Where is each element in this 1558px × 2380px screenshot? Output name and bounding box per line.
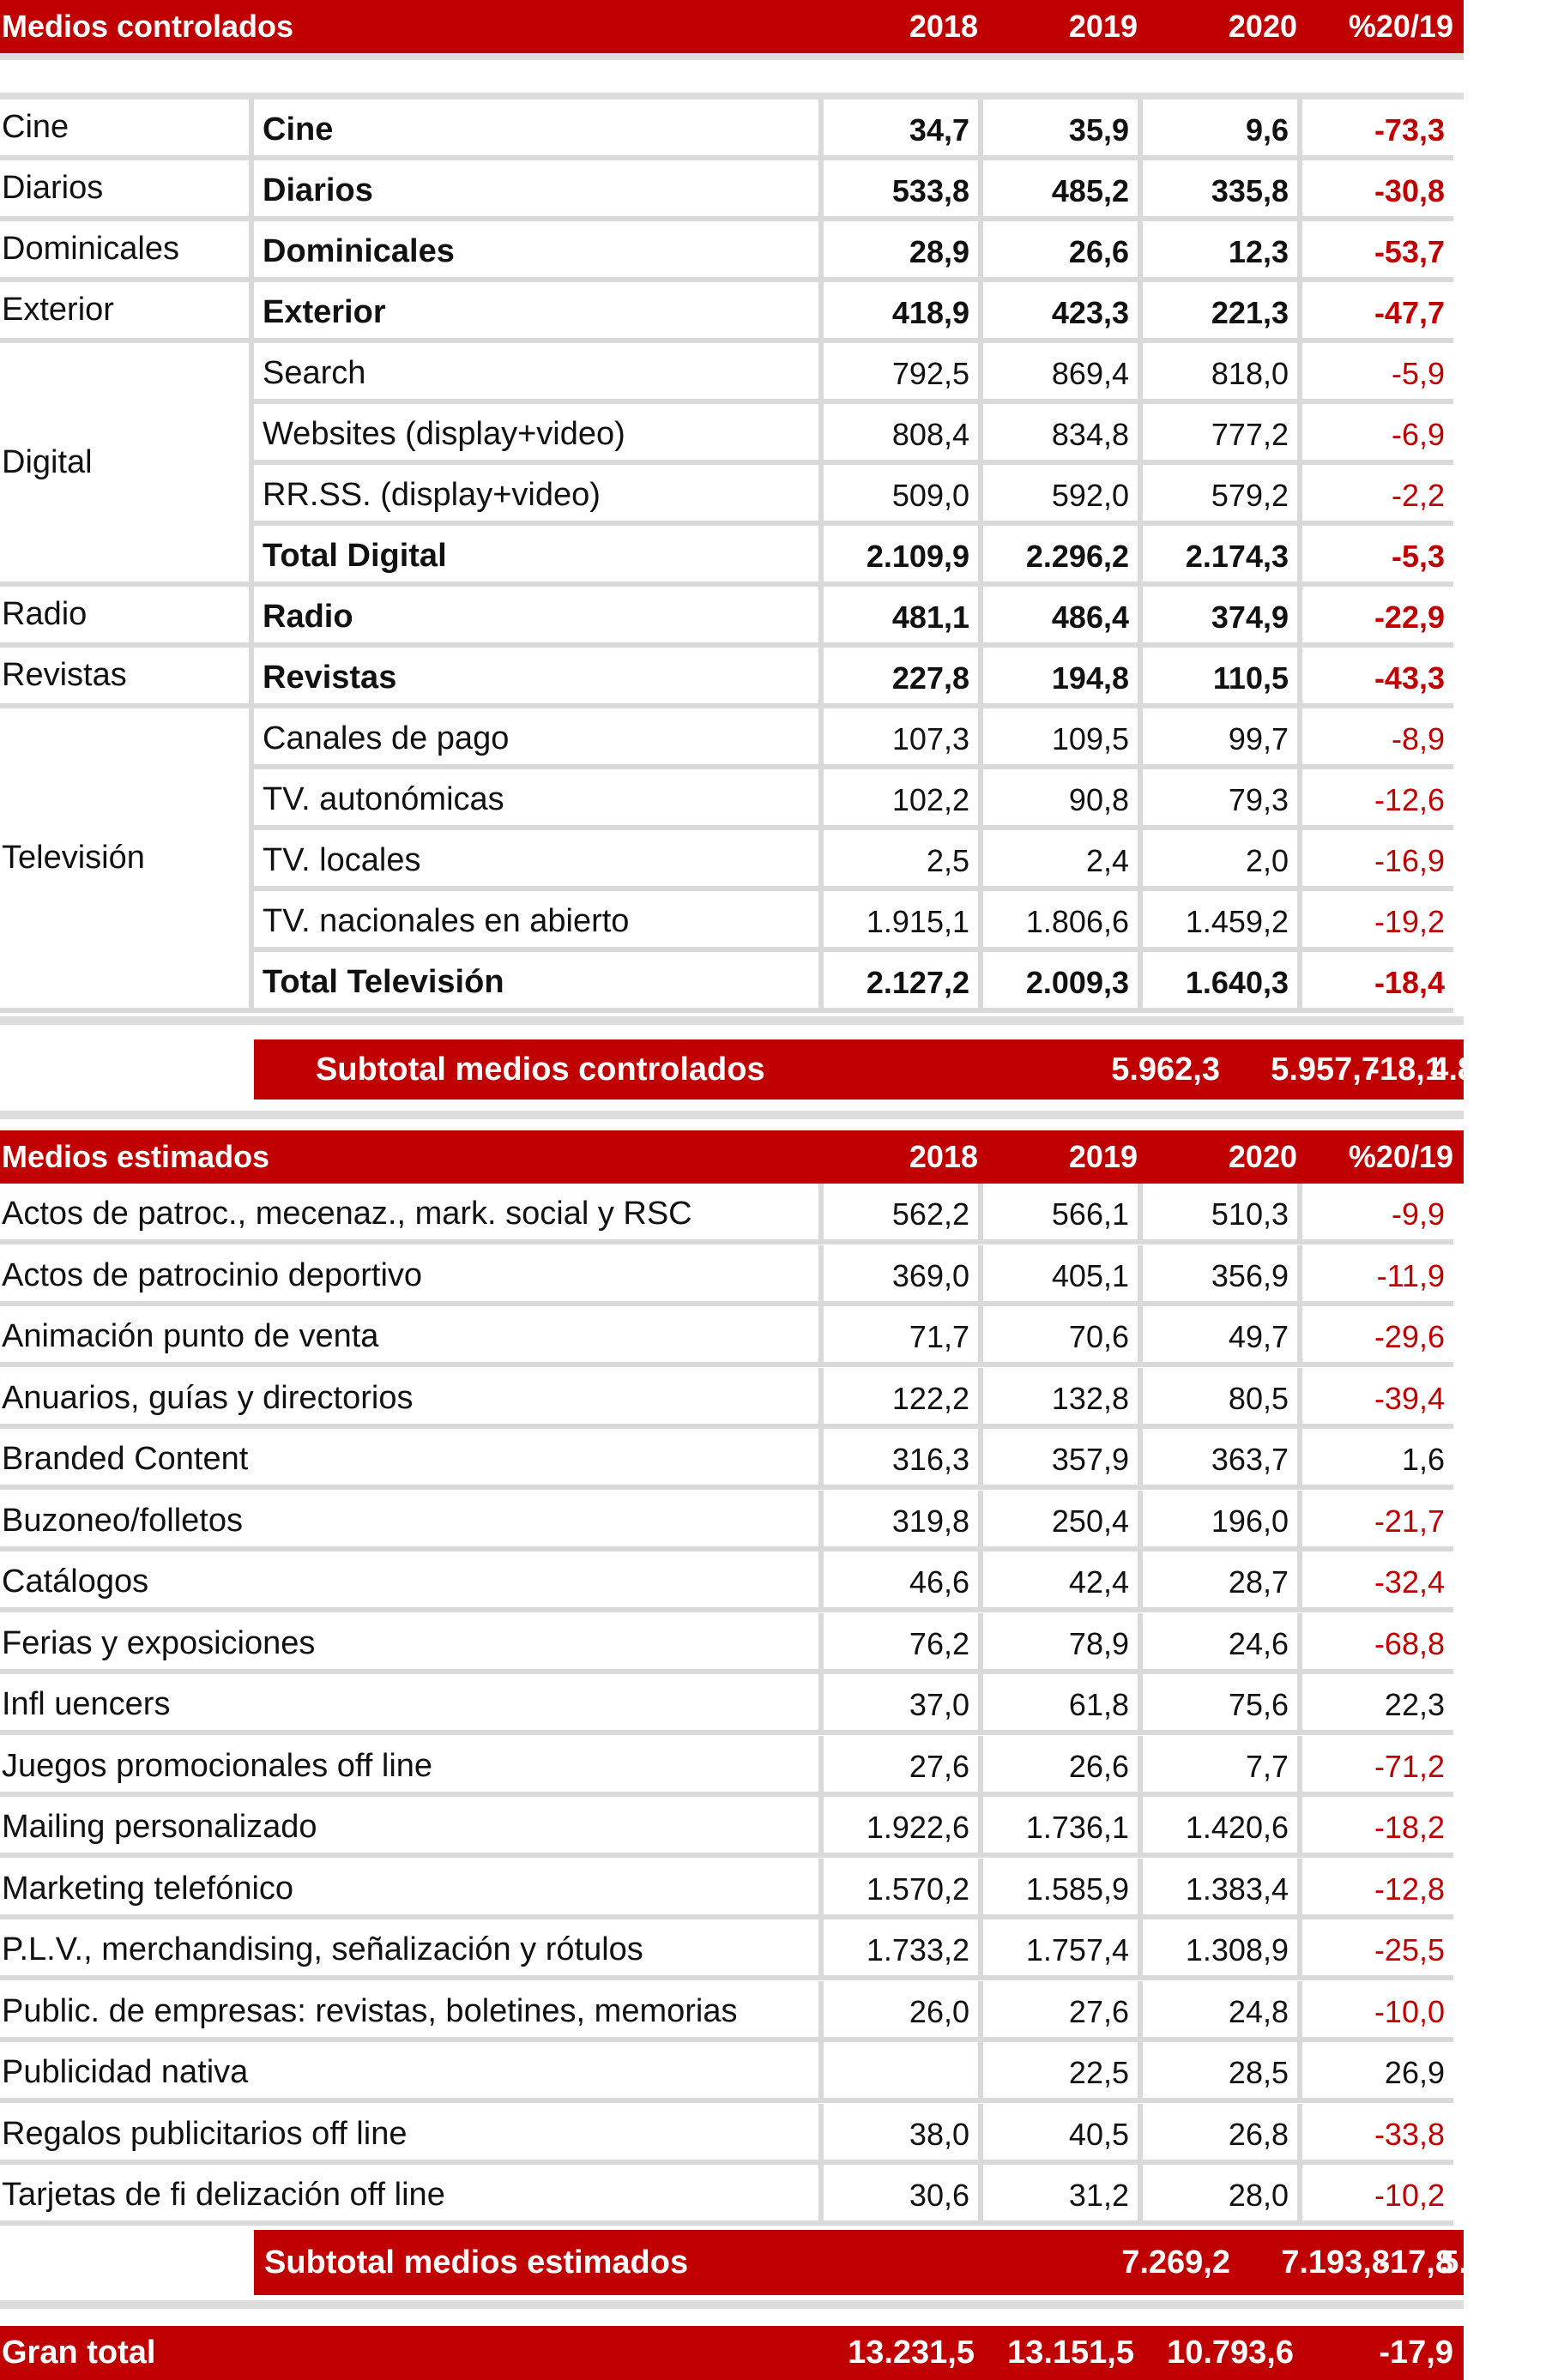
cell-pct: 22,3 [1302,1674,1453,1735]
row-label: Tarjetas de fi delización off line [0,2165,824,2226]
cell-v2019: 42,4 [983,1552,1143,1612]
cell-pct: -39,4 [1302,1368,1453,1429]
controlled-subtotal-2019: 5.957,7 [1271,1051,1380,1088]
cell-pct: -29,6 [1302,1306,1453,1367]
cell-pct: -6,9 [1302,404,1453,465]
cell-v2019: 61,8 [983,1674,1143,1735]
cell-v2018: 319,8 [824,1491,983,1552]
estimated-subtotal-2020: 5.914,7 [1440,2244,1549,2281]
row-label: Regalos publicitarios off line [0,2104,824,2165]
controlled-header-2020: 2020 [1228,9,1297,44]
cell-pct: -18,2 [1302,1797,1453,1858]
cell-pct: -32,4 [1302,1552,1453,1612]
group-label: Dominicales [0,221,254,282]
table-row [0,1184,1464,1244]
cell-pct: -5,9 [1302,343,1453,404]
cell-pct: -10,0 [1302,1981,1453,2042]
row-label: Exterior [254,282,824,343]
cell-v2020: 374,9 [1143,587,1302,648]
cell-v2018: 562,2 [824,1184,983,1244]
cell-v2019: 194,8 [983,648,1143,708]
table-row [0,952,1464,1013]
cell-pct: 26,9 [1302,2042,1453,2103]
cell-v2018 [824,2042,983,2103]
cell-v2018: 28,9 [824,221,983,282]
cell-v2018: 122,2 [824,1368,983,1429]
cell-pct: 1,6 [1302,1429,1453,1490]
table-row [0,1613,1464,1674]
cell-v2020: 579,2 [1143,465,1302,526]
cell-v2020: 363,7 [1143,1429,1302,1490]
row-label: Catálogos [0,1552,824,1612]
row-label: RR.SS. (display+video) [254,465,824,526]
grand-total-2018: 13.231,5 [848,2335,975,2371]
cell-pct: -22,9 [1302,587,1453,648]
cell-pct: -33,8 [1302,2104,1453,2165]
cell-v2020: 1.420,6 [1143,1797,1302,1858]
table-row [0,648,1464,708]
cell-v2019: 250,4 [983,1491,1143,1552]
cell-v2020: 510,3 [1143,1184,1302,1244]
row-label: P.L.V., merchandising, señalización y rótulos [0,1919,824,1980]
grand-total-row [0,2326,1464,2380]
controlled-subtotal-label: Subtotal medios controlados [316,1051,765,1088]
table-row [0,404,1464,465]
table-row [0,465,1464,526]
cell-v2018: 509,0 [824,465,983,526]
row-label: Ferias y exposiciones [0,1613,824,1674]
table-row [0,1429,1464,1490]
cell-v2020: 26,8 [1143,2104,1302,2165]
row-label: TV. locales [254,830,824,891]
cell-pct: -2,2 [1302,465,1453,526]
row-label: Publicidad nativa [0,2042,824,2103]
row-label: Infl uencers [0,1674,824,1735]
cell-v2020: 818,0 [1143,343,1302,404]
table-row [0,1552,1464,1612]
table-row [0,1368,1464,1429]
cell-v2018: 34,7 [824,99,983,160]
cell-v2018: 481,1 [824,587,983,648]
cell-v2019: 566,1 [983,1184,1143,1244]
table-row [0,2042,1464,2103]
cell-v2020: 777,2 [1143,404,1302,465]
cell-v2018: 76,2 [824,1613,983,1674]
cell-v2020: 2,0 [1143,830,1302,891]
cell-v2020: 12,3 [1143,221,1302,282]
table-row [0,160,1464,221]
group-label: Cine [0,99,254,160]
cell-pct: -18,4 [1302,952,1453,1013]
estimated-subtotal-pct: -17,8 [1379,2244,1453,2281]
cell-v2018: 27,6 [824,1736,983,1797]
cell-v2018: 107,3 [824,708,983,769]
table-row [0,1859,1464,1919]
cell-v2019: 1.757,4 [983,1919,1143,1980]
cell-v2018: 1.922,6 [824,1797,983,1858]
table-row [0,1306,1464,1367]
cell-v2019: 26,6 [983,221,1143,282]
controlled-header-pct: %20/19 [1348,9,1453,44]
group-label: Exterior [0,282,254,343]
table-row [0,2104,1464,2165]
table-row [0,526,1464,587]
row-label: Cine [254,99,824,160]
cell-pct: -71,2 [1302,1736,1453,1797]
controlled-subtotal-2020: 4.878,9 [1430,1051,1539,1088]
cell-v2019: 1.585,9 [983,1859,1143,1919]
grand-total-2020: 10.793,6 [1167,2335,1294,2371]
cell-v2020: 7,7 [1143,1736,1302,1797]
cell-v2019: 405,1 [983,1245,1143,1306]
row-label: Buzoneo/folletos [0,1491,824,1552]
row-label: Actos de patrocinio deportivo [0,1245,824,1306]
estimated-subtotal-label: Subtotal medios estimados [264,2244,689,2281]
controlled-header-2019: 2019 [1068,9,1138,44]
row-label: Marketing telefónico [0,1859,824,1919]
table-row [0,99,1464,160]
grand-total-2019: 13.151,5 [1007,2335,1134,2371]
table-row [0,1797,1464,1858]
table-row [0,343,1464,404]
estimated-subtotal-2019: 7.193,8 [1281,2244,1390,2281]
row-label: Mailing personalizado [0,1797,824,1858]
table-row [0,1491,1464,1552]
table-row [0,1245,1464,1306]
estimated-header-2018: 2018 [909,1139,978,1174]
row-label: Public. de empresas: revistas, boletines, memorias [0,1981,824,2042]
row-label: Actos de patroc., mecenaz., mark. social y RSC [0,1184,824,1244]
group-label: Televisión [0,708,254,1013]
cell-v2020: 49,7 [1143,1306,1302,1367]
estimated-subtotal-2018: 7.269,2 [1121,2244,1230,2281]
cell-v2018: 808,4 [824,404,983,465]
cell-v2020: 75,6 [1143,1674,1302,1735]
cell-v2018: 46,6 [824,1552,983,1612]
cell-v2019: 26,6 [983,1736,1143,1797]
cell-v2020: 1.383,4 [1143,1859,1302,1919]
group-label: Digital [0,343,254,587]
cell-v2020: 196,0 [1143,1491,1302,1552]
group-label: Radio [0,587,254,648]
cell-v2018: 533,8 [824,160,983,221]
cell-v2019: 1.736,1 [983,1797,1143,1858]
spacer [0,93,1464,99]
cell-v2018: 316,3 [824,1429,983,1490]
spacer [0,1111,1464,1119]
table-row [0,1919,1464,1980]
cell-v2018: 2.109,9 [824,526,983,587]
cell-pct: -12,6 [1302,769,1453,830]
spacer [0,53,1464,60]
cell-v2020: 28,7 [1143,1552,1302,1612]
cell-pct: -68,8 [1302,1613,1453,1674]
row-label: Search [254,343,824,404]
cell-pct: -47,7 [1302,282,1453,343]
cell-v2019: 132,8 [983,1368,1143,1429]
cell-v2019: 78,9 [983,1613,1143,1674]
cell-v2019: 834,8 [983,404,1143,465]
table-row [0,1981,1464,2042]
group-label: Revistas [0,648,254,708]
cell-v2018: 369,0 [824,1245,983,1306]
cell-v2020: 79,3 [1143,769,1302,830]
cell-v2020: 335,8 [1143,160,1302,221]
row-label: Canales de pago [254,708,824,769]
cell-v2019: 70,6 [983,1306,1143,1367]
cell-v2020: 1.459,2 [1143,891,1302,952]
table-row [0,221,1464,282]
cell-v2019: 486,4 [983,587,1143,648]
cell-pct: -43,3 [1302,648,1453,708]
cell-v2018: 1.915,1 [824,891,983,952]
cell-v2020: 28,0 [1143,2165,1302,2226]
cell-v2020: 99,7 [1143,708,1302,769]
cell-v2019: 35,9 [983,99,1143,160]
cell-v2020: 24,8 [1143,1981,1302,2042]
controlled-header-2018: 2018 [909,9,978,44]
cell-v2018: 418,9 [824,282,983,343]
controlled-subtotal-2018: 5.962,3 [1111,1051,1220,1088]
row-label: Total Digital [254,526,824,587]
cell-pct: -9,9 [1302,1184,1453,1244]
row-label: Anuarios, guías y directorios [0,1368,824,1429]
cell-pct: -11,9 [1302,1245,1453,1306]
controlled-media-header [0,0,1464,53]
cell-pct: -30,8 [1302,160,1453,221]
cell-v2019: 22,5 [983,2042,1143,2103]
cell-v2019: 1.806,6 [983,891,1143,952]
cell-v2018: 30,6 [824,2165,983,2226]
cell-v2018: 1.570,2 [824,1859,983,1919]
table-row [0,1736,1464,1797]
row-label: Revistas [254,648,824,708]
estimated-subtotal-row [254,2230,1549,2295]
cell-v2019: 869,4 [983,343,1143,404]
grand-total-pct: -17,9 [1379,2335,1453,2371]
cell-v2019: 485,2 [983,160,1143,221]
controlled-subtotal-pct: -18,1 [1368,1051,1443,1088]
table-row [0,1674,1464,1735]
cell-v2019: 2,4 [983,830,1143,891]
cell-v2020: 110,5 [1143,648,1302,708]
row-label: Animación punto de venta [0,1306,824,1367]
table-row [0,282,1464,343]
group-label: Diarios [0,160,254,221]
cell-v2018: 38,0 [824,2104,983,2165]
grand-total-label: Gran total [2,2335,156,2371]
cell-v2020: 80,5 [1143,1368,1302,1429]
cell-v2018: 792,5 [824,343,983,404]
cell-v2019: 357,9 [983,1429,1143,1490]
cell-pct: -73,3 [1302,99,1453,160]
cell-v2019: 592,0 [983,465,1143,526]
cell-pct: -53,7 [1302,221,1453,282]
estimated-header-label: Medios estimados [2,1139,270,1174]
estimated-media-header [0,1130,1464,1184]
cell-v2019: 109,5 [983,708,1143,769]
row-label: Branded Content [0,1429,824,1490]
table-row [0,830,1464,891]
spacer [0,2300,1464,2309]
cell-v2018: 26,0 [824,1981,983,2042]
row-label: TV. autonómicas [254,769,824,830]
cell-v2020: 1.308,9 [1143,1919,1302,1980]
cell-v2020: 356,9 [1143,1245,1302,1306]
controlled-header-label: Medios controlados [2,9,294,44]
row-label: Juegos promocionales off line [0,1736,824,1797]
cell-v2020: 9,6 [1143,99,1302,160]
table-row [0,769,1464,830]
row-label: Total Televisión [254,952,824,1013]
row-label: Dominicales [254,221,824,282]
row-label: Diarios [254,160,824,221]
cell-pct: -16,9 [1302,830,1453,891]
table-row [0,891,1464,952]
cell-pct: -5,3 [1302,526,1453,587]
table-row [0,587,1464,648]
cell-v2019: 90,8 [983,769,1143,830]
cell-v2018: 71,7 [824,1306,983,1367]
table-row [0,2165,1464,2226]
cell-pct: -21,7 [1302,1491,1453,1552]
table-row [0,708,1464,769]
cell-v2018: 1.733,2 [824,1919,983,1980]
cell-v2020: 221,3 [1143,282,1302,343]
estimated-header-2019: 2019 [1068,1139,1138,1174]
cell-pct: -25,5 [1302,1919,1453,1980]
cell-pct: -12,8 [1302,1859,1453,1919]
cell-v2018: 227,8 [824,648,983,708]
cell-v2020: 1.640,3 [1143,952,1302,1013]
cell-v2019: 2.296,2 [983,526,1143,587]
cell-v2018: 2.127,2 [824,952,983,1013]
cell-v2019: 423,3 [983,282,1143,343]
cell-v2019: 27,6 [983,1981,1143,2042]
cell-v2020: 24,6 [1143,1613,1302,1674]
row-label: Websites (display+video) [254,404,824,465]
cell-v2020: 2.174,3 [1143,526,1302,587]
cell-v2019: 31,2 [983,2165,1143,2226]
cell-pct: -19,2 [1302,891,1453,952]
cell-pct: -10,2 [1302,2165,1453,2226]
cell-v2018: 102,2 [824,769,983,830]
cell-pct: -8,9 [1302,708,1453,769]
row-label: TV. nacionales en abierto [254,891,824,952]
spacer [0,1016,1464,1025]
estimated-header-2020: 2020 [1228,1139,1297,1174]
cell-v2019: 2.009,3 [983,952,1143,1013]
cell-v2018: 2,5 [824,830,983,891]
cell-v2020: 28,5 [1143,2042,1302,2103]
cell-v2019: 40,5 [983,2104,1143,2165]
controlled-subtotal-row [254,1039,1539,1100]
cell-v2018: 37,0 [824,1674,983,1735]
row-label: Radio [254,587,824,648]
estimated-header-pct: %20/19 [1348,1139,1453,1174]
